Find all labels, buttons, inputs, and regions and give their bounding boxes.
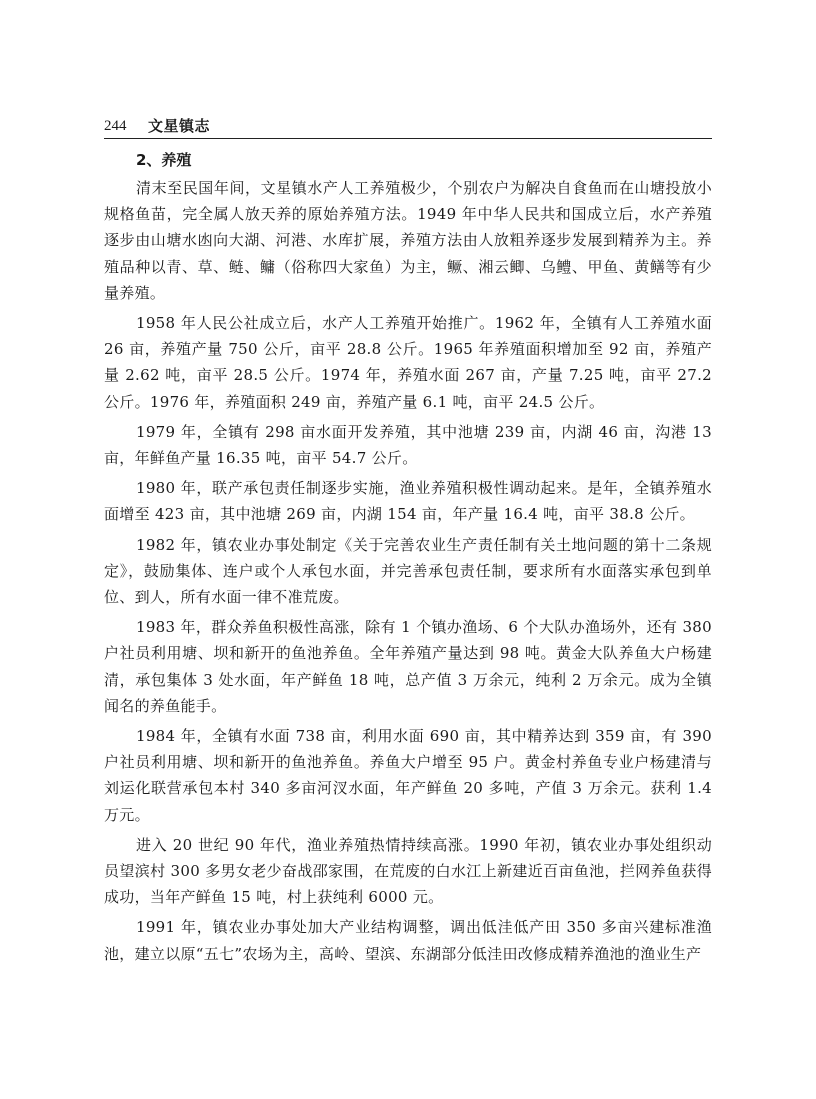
book-title: 文星镇志: [148, 117, 211, 135]
paragraph: 1991 年，镇农业办事处加大产业结构调整，调出低洼低产田 350 多亩兴建标准渔池，建立以原“五七”农场为主，高岭、望滨、东湖部分低洼田改修成精养渔池的渔业生产: [104, 918, 712, 963]
paragraph: 1983 年，群众养鱼积极性高涨，除有 1 个镇办渔场、6 个大队办渔场外，还有 380 户社员利用塘、坝和新开的鱼池养鱼。全年养殖产量达到 98 吨。黄金大队养鱼大户杨建清，承包集体 3 处水面，年产鲜鱼 18 吨，总产值 3 万余元，纯利 2 万余元。成为全镇闻名的养鱼能手。: [104, 618, 712, 715]
paragraph: 1980 年，联产承包责任制逐步实施，渔业养殖积极性调动起来。是年，全镇养殖水面增至 423 亩，其中池塘 269 亩，内湖 154 亩，年产量 16.4 吨，亩平 38.8 公斤。: [104, 479, 712, 524]
section-heading: 2、养殖: [136, 151, 192, 169]
paragraph: 清末至民国年间，文星镇水产人工养殖极少，个别农户为解决自食鱼而在山塘投放小规格鱼苗，完全属人放天养的原始养殖方法。1949 年中华人民共和国成立后，水产养殖逐步由山塘水凼向大湖、河港、水库扩展，养殖方法由人放粗养逐步发展到精养为主。养殖品种以青、草、鲢、鳙（俗称四大家鱼）为主，鳜、湘云鲫、乌鳢、甲鱼、黄鳝等有少量养殖。: [104, 179, 712, 302]
body-text: [104, 147, 712, 971]
page-number: 244: [104, 118, 127, 134]
paragraph: 1984 年，全镇有水面 738 亩，利用水面 690 亩，其中精养达到 359 亩，有 390 户社员利用塘、坝和新开的鱼池养鱼。养鱼大户增至 95 户。黄金村养鱼专业户杨建清与刘运化联营承包本村 340 多亩河汊水面，年产鲜鱼 20 多吨，产值 3 万余元。获利 1.4 万元。: [104, 727, 712, 824]
paragraph: 1958 年人民公社成立后，水产人工养殖开始推广。1962 年，全镇有人工养殖水面 26 亩，养殖产量 750 公斤，亩平 28.8 公斤。1965 年养殖面积增加至 92 亩，养殖产量 2.62 吨，亩平 28.5 公斤。1974 年，养殖水面 267 亩，产量 7.25 吨，亩平 27.2 公斤。1976 年，养殖面积 249 亩，养殖产量 6.1 吨，亩平 24.5 公斤。: [104, 314, 712, 411]
paragraph: 进入 20 世纪 90 年代，渔业养殖热情持续高涨。1990 年初，镇农业办事处组织动员望滨村 300 多男女老少奋战邵家围，在荒废的白水江上新建近百亩鱼池，拦网养鱼获得成功，当年产鲜鱼 15 吨，村上获纯利 6000 元。: [104, 835, 712, 907]
paragraph: 1982 年，镇农业办事处制定《关于完善农业生产责任制有关土地问题的第十二条规定》，鼓励集体、连户或个人承包水面，并完善承包责任制，要求所有水面落实承包到单位、到人，所有水面一律不准荒废。: [104, 535, 712, 607]
paragraph: 1979 年，全镇有 298 亩水面开发养殖，其中池塘 239 亩，内湖 46 亩，沟港 13 亩，年鲜鱼产量 16.35 吨，亩平 54.7 公斤。: [104, 422, 712, 468]
running-header: [104, 116, 712, 139]
